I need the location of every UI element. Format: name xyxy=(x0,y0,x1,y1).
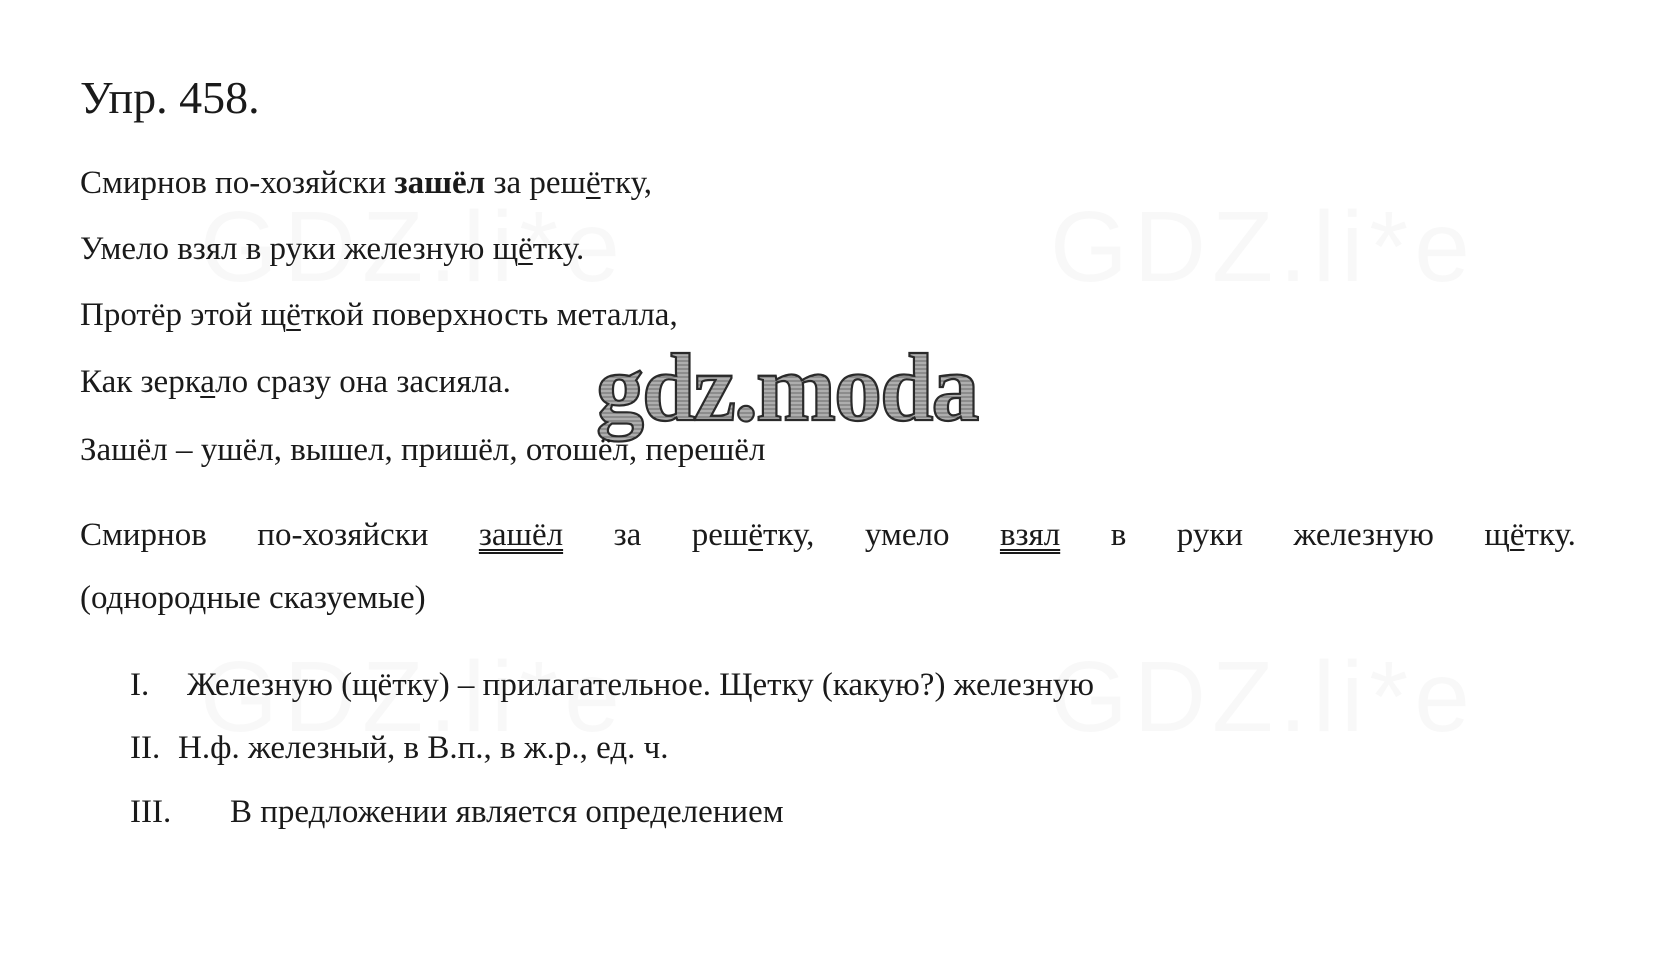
sentence-word: Смирнов xyxy=(80,517,207,553)
poem-line-3-stressed-letter: ё xyxy=(286,297,301,333)
sentence-word: за xyxy=(613,517,642,553)
sentence-word xyxy=(1484,515,1576,555)
poem-line-2-after: тку. xyxy=(532,231,585,267)
poem-line-1-before: Смирнов по-хозяйски xyxy=(80,165,395,201)
poem-line-4-before: Как зерк xyxy=(80,364,201,400)
sentence-stressed-letter: ё xyxy=(1509,517,1525,553)
sentence-stressed-letter: ё xyxy=(748,517,763,553)
poem-line-1-middle: за реш xyxy=(485,165,586,201)
analysis-item-text: В предложении является определением xyxy=(230,794,784,830)
poem-line-1-stressed-letter: ё xyxy=(585,165,601,201)
sentence-predicate-1: зашёл xyxy=(478,517,564,553)
sentence-word: по-хозяйски xyxy=(257,517,429,553)
exercise-title: Упр. 458. xyxy=(80,72,260,123)
sentence-line-1 xyxy=(80,515,1576,555)
analysis-item-number: II. xyxy=(130,730,161,766)
poem-line-3 xyxy=(80,295,678,335)
sentence-word: железную xyxy=(1293,517,1434,553)
watermark-text xyxy=(1050,640,1476,755)
poem-line-2-stressed-letter: ё xyxy=(518,231,533,267)
analysis-item-text: Железную (щётку) – прилагательное. Щетку (какую?) железную xyxy=(187,667,1095,703)
sentence-note: (однородные сказуемые) xyxy=(80,580,426,616)
sentence-word: в xyxy=(1110,517,1127,553)
sentence-word: умело xyxy=(864,517,950,553)
analysis-item-number: III. xyxy=(130,794,172,830)
analysis-item-number: I. xyxy=(130,667,150,703)
poem-line-2 xyxy=(80,229,584,269)
analysis-item-text: Н.ф. железный, в В.п., в ж.р., ед. ч. xyxy=(178,730,669,766)
sentence-word xyxy=(692,515,815,555)
poem-line-1-after: тку, xyxy=(600,165,653,201)
poem-line-3-before: Протёр этой щ xyxy=(80,297,287,333)
sentence-word-part: щ xyxy=(1484,517,1510,553)
poem-line-2-before: Умело взял в руки железную щ xyxy=(80,231,519,267)
poem-line-4 xyxy=(80,362,511,402)
poem-line-1 xyxy=(80,163,652,203)
poem-line-1-bold-word: зашёл xyxy=(394,165,486,201)
cognates-line: Зашёл – ушёл, вышел, пришёл, отошёл, перешёл xyxy=(80,432,766,468)
sentence-word-part: тку. xyxy=(1524,517,1576,553)
poem-line-4-stressed-letter: а xyxy=(200,364,216,400)
poem-line-3-after: ткой поверхность металла, xyxy=(300,297,678,333)
sentence-predicate-2: взял xyxy=(999,517,1061,553)
watermark-text xyxy=(1050,190,1476,305)
logo-text: gdz.moda xyxy=(596,340,978,441)
sentence-word-part: тку, xyxy=(762,517,815,553)
poem-line-4-after: ло сразу она засияла. xyxy=(215,364,511,400)
sentence-word-part: реш xyxy=(691,517,749,553)
sentence-word: руки xyxy=(1176,517,1244,553)
